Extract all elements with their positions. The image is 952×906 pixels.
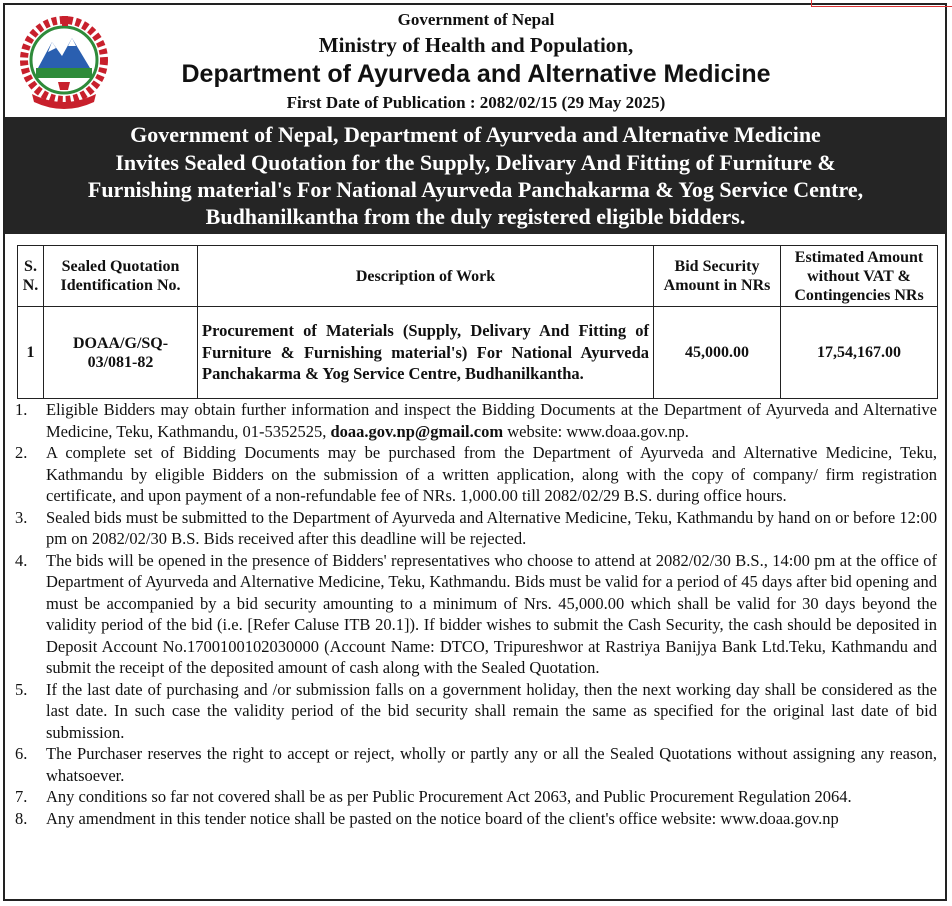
item-number: 5. (15, 679, 28, 699)
banner-line-2: Invites Sealed Quotation for the Supply, Delivary And Fitting of Furniture & (115, 150, 836, 175)
ministry-title: Ministry of Health and Population, (318, 33, 634, 57)
banner-line-3: Furnishing material's For National Ayurveda Panchakarma & Yog Service Centre, (87, 177, 864, 202)
table-header-row (18, 246, 938, 307)
notice-banner (5, 117, 946, 234)
item-number: 8. (15, 808, 28, 828)
item-number: 4. (15, 550, 28, 570)
cell-bid-security: 45,000.00 (654, 307, 781, 399)
header-description: Description of Work (198, 246, 654, 307)
list-item: 8. Any amendment in this tender notice shall be pasted on the notice board of the client's office website: www.doaa.gov.np (15, 808, 839, 828)
department-title: Department of Ayurveda and Alternative Medicine (181, 60, 771, 88)
cell-description: Procurement of Materials (Supply, Delivary And Fitting of Furniture & Furnishing material's) For National Ayurveda Panchakarma & Yog Service Centre, Budhanilkantha. (198, 307, 654, 399)
header-estimated-amount: Estimated Amount without VAT & Contingencies NRs (781, 246, 938, 307)
list-item: 2. A complete set of Bidding Documents may be purchased from the Department of Ayurveda and Alternative Medicine, Teku, Kathmandu by eligible Bidders on the submission of a written application, along with the copy of company/ firm registration certificate, and upon payment of a non-refundable fee of NRs. 1,000.00 till 2082/02/29 B.S. during office hours. (15, 443, 937, 505)
contact-email[interactable]: doaa.gov.np@gmail.com (330, 421, 504, 441)
list-item: 6. The Purchaser reserves the right to accept or reject, wholly or partly any or all the Sealed Quotations without assigning any reason, whatsoever. (15, 744, 937, 785)
item-number: 1. (15, 400, 28, 419)
item-number: 7. (15, 787, 28, 806)
item-number: 2. (15, 443, 28, 462)
list-item: 3. Sealed bids must be submitted to the Department of Ayurveda and Alternative Medicine, Teku, Kathmandu by hand on or before 12:00 pm on 2082/02/30 B.S. Bids received after this deadline will be rejected. (15, 507, 937, 548)
cell-sn: 1 (18, 307, 44, 399)
list-item: 1. Eligible Bidders may obtain further information and inspect the Bidding Documents at the Department of Ayurveda and Alternative Medicine, Teku, Kathmandu, 01-5352525, doaa.gov.np@gmail.com website: www.doaa.gov.np. (15, 400, 937, 441)
quotation-table (17, 245, 938, 399)
cell-estimated-amount: 17,54,167.00 (781, 307, 938, 399)
cell-identification: DOAA/G/SQ- 03/081-82 (44, 307, 198, 399)
banner-line-1: Government of Nepal, Department of Ayurveda and Alternative Medicine (130, 122, 821, 147)
header-identification: Sealed Quotation Identification No. (44, 246, 198, 307)
list-item: 4. The bids will be opened in the presence of Bidders' representatives who choose to attend at 2082/02/30 B.S., 14:00 pm at the office of Department of Ayurveda and Alternative Medicine, Teku, Kathmandu. Bids must be valid for a period of 45 days after bid opening and must be accompanied by a bid security amounting to a minimum of Nrs. 45,000.00 which shall be valid for 30 days beyond the validity period of the bid (i.e. [Refer Caluse ITB 20.1]). If bidder wishes to submit the Cash Security, the cash should be deposited in Deposit Account No.1700100102030000 (Account Name: DTCO, Tripureshwor at Rastriya Banijya Bank Ltd.Teku, Kathmandu and submit the receipt of the deposited amount of cash along with the Sealed Quotation. (15, 550, 937, 677)
header (0, 0, 952, 116)
item-number: 6. (15, 744, 28, 763)
header-bid-security: Bid Security Amount in NRs (654, 246, 781, 307)
terms-list (15, 399, 937, 829)
list-item: 5. If the last date of purchasing and /or submission falls on a government holiday, then the next working day shall be considered as the last date. In such case the validity period of the bid security shall remain the same as specified for the original last date of bid submission. (15, 679, 937, 742)
government-title: Government of Nepal (397, 10, 555, 29)
banner-line-4: Budhanilkantha from the duly registered eligible bidders. (205, 204, 746, 229)
header-sn: S. N. (18, 246, 44, 307)
list-item: 7. Any conditions so far not covered shall be as per Public Procurement Act 2063, and Public Procurement Regulation 2064. (15, 787, 852, 806)
table-row (18, 307, 938, 399)
publication-date: First Date of Publication : 2082/02/15 (29 May 2025) (286, 93, 666, 112)
item-number: 3. (15, 507, 28, 527)
